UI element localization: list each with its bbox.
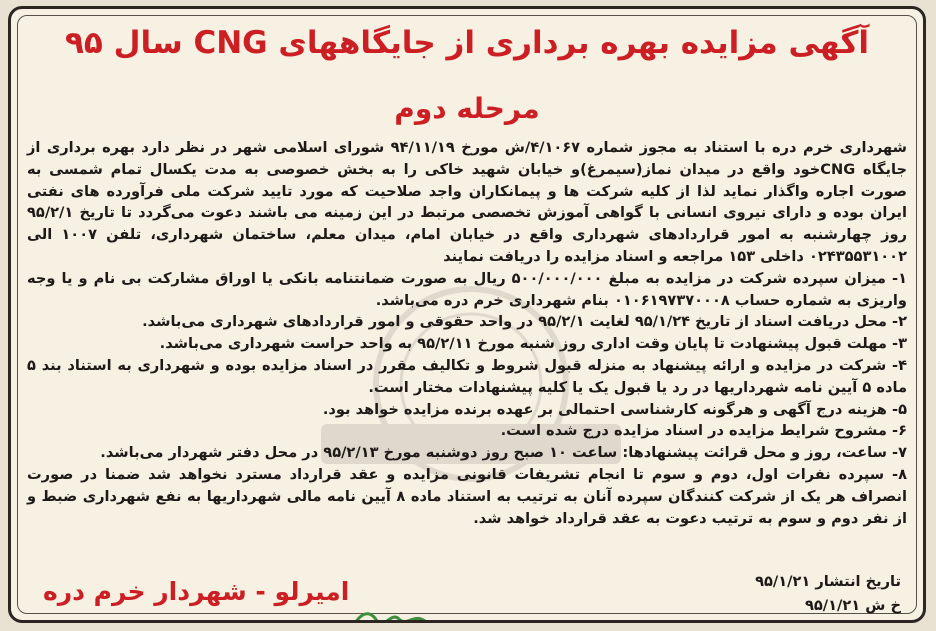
clause-6: ۶- مشروح شرایط مزایده در اسناد مزایده درج شده است. bbox=[500, 422, 907, 440]
notice-subtitle: مرحله دوم bbox=[394, 92, 540, 125]
notice-body bbox=[27, 137, 907, 529]
reference-code: خ ش ۹۵/۱/۲۱ bbox=[804, 597, 901, 614]
clause-5: ۵- هزینه درج آگهی و هرگونه کارشناسی احتمالی بر عهده برنده مزایده خواهد بود. bbox=[322, 400, 907, 418]
clause-4: ۴- شرکت در مزایده و ارائه پیشنهاد به منزله قبول شروط و تکالیف مقرر در اسناد مزایده بوده و شهرداری به استناد بند ۵ ماده ۵ آیین نامه شهرداریها در رد یا قبول یک یا کلیه پیشنهادات مختار است. bbox=[27, 356, 907, 396]
notice-paper bbox=[8, 6, 926, 623]
handwritten-mark bbox=[351, 607, 431, 623]
clause-1: ۱- میزان سپرده شرکت در مزایده به مبلغ ۵۰۰/۰۰۰/۰۰۰ ریال به صورت ضمانتنامه بانکی یا اوراق مشارکت بی نام و یا وجه واریزی به شماره حساب ۰۱۰۶۱۹۷۳۷۰۰۰۸ بنام شهرداری خرم دره می‌باشد. bbox=[27, 269, 907, 309]
clause-2: ۲- محل دریافت اسناد از تاریخ ۹۵/۱/۲۴ لغایت ۹۵/۲/۱ در واحد حقوقی و امور قراردادهای شهرداری می‌باشد. bbox=[142, 313, 907, 331]
clause-3: ۳- مهلت قبول پیشنهادت تا پایان وقت اداری روز شنبه مورخ ۹۵/۲/۱۱ به واحد حراست شهرداری می‌باشد. bbox=[159, 335, 907, 353]
intro-paragraph: شهرداری خرم دره با استناد به مجوز شماره ۴/۱۰۶۷/ش مورخ ۹۴/۱۱/۱۹ شورای اسلامی شهر در نظر دارد بهره برداری از جایگاه CNGخود واقع در میدان نماز(سیمرغ)و خیابان شهید خاکی را به بخش خصوصی به مدت یکسال تمام شمسی به صورت اجاره واگذار نماید لذا از کلیه شرکت ها و پیمانکاران واجد صلاحیت که مورد تایید شرکت ملی فرآورده های نفتی ایران بوده و دارای نیروی انسانی با گواهی آموزش تخصصی مرتبط در این زمینه می باشند دعوت می‌گردد تا تاریخ ۹۵/۲/۱ روز چهارشنبه به امور قراردادهای شهرداری واقع در خیابان امام، میدان معلم، ساختمان شهرداری، تلفن ۱۰۰۷ الی ۰۲۴۳۵۵۳۱۰۰۲ داخلی ۱۵۳ مراجعه و اسناد مزایده را دریافت نمایند bbox=[27, 139, 908, 265]
clause-8: ۸- سپرده نفرات اول، دوم و سوم تا انجام تشریفات قانونی مزایده و عقد قرارداد مسترد نخواهد شد ضمنا در صورت انصراف هر یک از شرکت کنندگان سپرده آنان به ترتیب به استناد ماده ۸ آیین نامه مالی شهرداریها به نفع شهرداری ضبط و از نفر دوم و سوم به ترتیب دعوت به عقد قرارداد خواهد شد. bbox=[27, 465, 907, 527]
mayor-signature: امیرلو - شهردار خرم دره bbox=[43, 577, 350, 606]
notice-title: آگهی مزایده بهره برداری از جایگاههای CNG سال ۹۵ bbox=[65, 25, 869, 61]
clause-7: ۷- ساعت، روز و محل قرائت پیشنهادها: ساعت ۱۰ صبح روز دوشنبه مورخ ۹۵/۲/۱۳ در محل دفتر شهردار می‌باشد. bbox=[100, 444, 907, 462]
publish-date: تاریخ انتشار ۹۵/۱/۲۱ bbox=[755, 573, 901, 590]
